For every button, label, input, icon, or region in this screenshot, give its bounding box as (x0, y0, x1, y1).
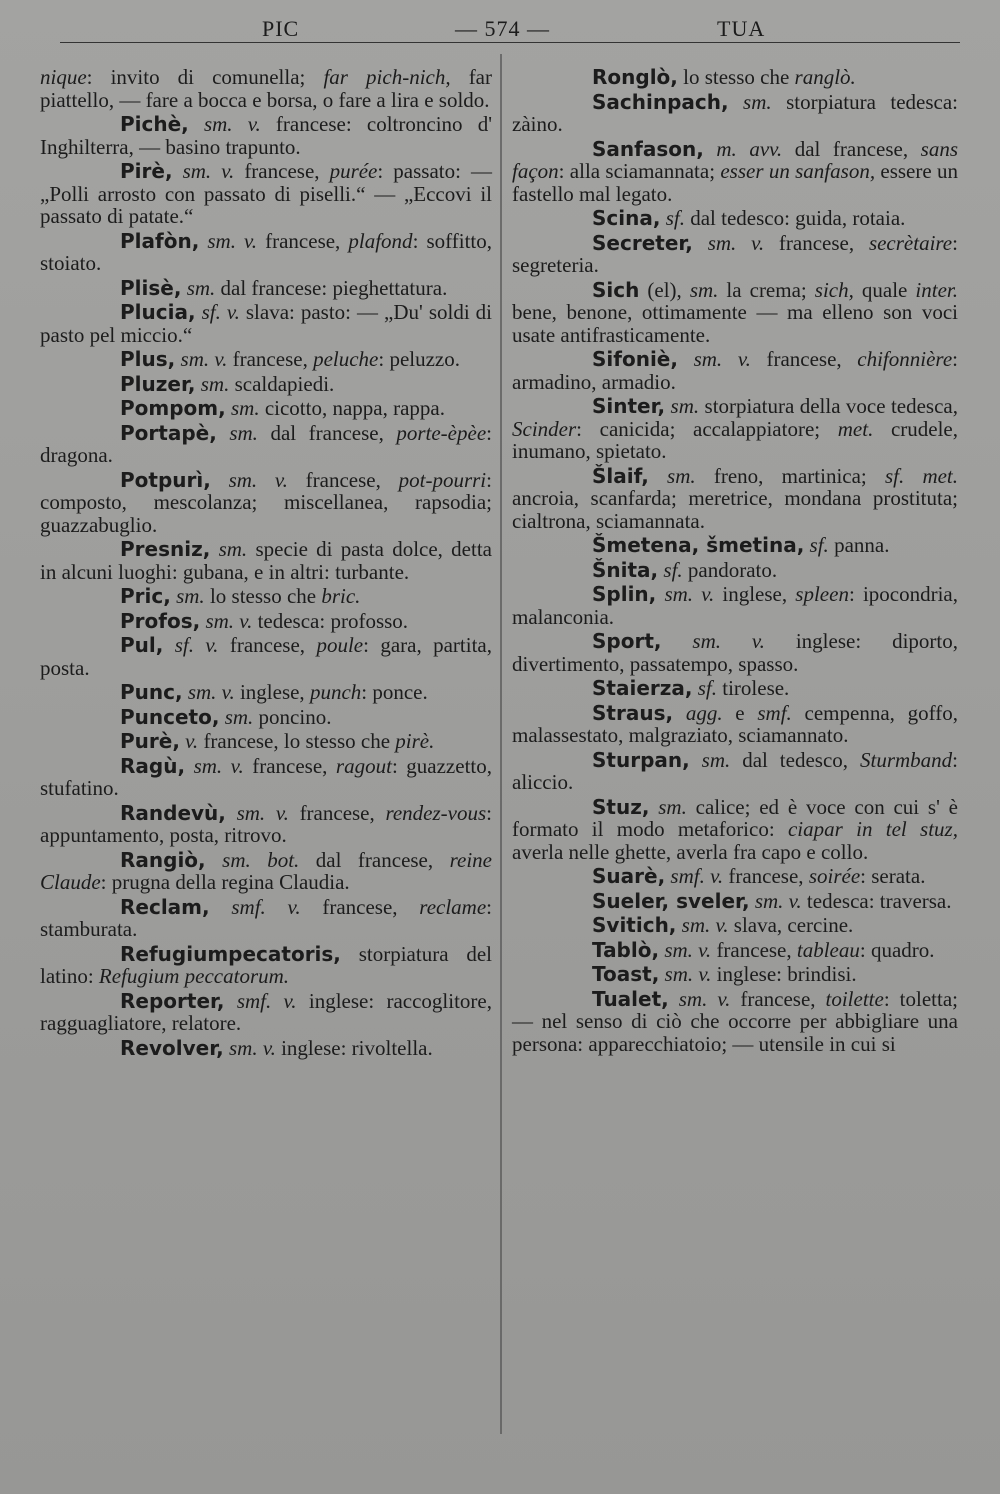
entry-italic-text: sm. v. (661, 629, 765, 653)
entry-headword: Pluzer, (120, 371, 196, 396)
dictionary-entry (40, 990, 492, 1035)
entry-italic-text: Sturmband (859, 747, 953, 772)
header-rule (60, 42, 960, 43)
entry-text: : serata. (860, 864, 926, 888)
right-column (512, 66, 958, 1057)
entry-text: bene, benone, ottimamente — ma elleno son voci usate antifrasticamente. (512, 300, 958, 347)
entry-italic-text: sm. v. (692, 230, 765, 255)
dictionary-entry (512, 534, 958, 557)
entry-italic-text: sm. v. (210, 467, 288, 492)
dictionary-entry (40, 706, 492, 729)
entry-italic-text: sf. (658, 557, 683, 582)
entry-text: lo stesso che (204, 584, 322, 608)
entry-italic-text: sm. v. (659, 962, 712, 986)
entry-italic-text: sm. v. (656, 582, 715, 606)
entry-headword: Plisè, (120, 275, 182, 300)
entry-italic-text: sm. v. (225, 800, 289, 825)
entry-text: specie di pasta dolce, detta in alcuni luoghi: gubana, e in altri: turbante. (40, 537, 492, 584)
entry-italic-text: sm. (216, 420, 258, 445)
entry-text: : quadro. (859, 937, 935, 962)
entry-text: francese, (234, 159, 330, 183)
dictionary-entry (40, 730, 492, 753)
entry-headword: Tualet, (592, 986, 669, 1011)
entry-italic-text: sm. (648, 463, 696, 488)
entry-text: francese, (218, 633, 317, 657)
entry-italic-text: soirée (808, 864, 861, 888)
entry-italic-text: sm. v. (185, 753, 244, 778)
entry-text: dal tedesco, (730, 747, 860, 772)
dictionary-entry (512, 583, 958, 628)
entry-text: : toletta; — nel senso di ciò che occorre per abbigliare una persona: apparecchiatoio; — utensile in cui si (512, 986, 958, 1056)
entry-italic-text: sm. v. (200, 608, 253, 633)
dictionary-entry (40, 538, 492, 583)
dictionary-entry (40, 469, 492, 537)
entry-headword: Sich (592, 277, 640, 302)
entry-text: slava, cercine. (728, 913, 854, 937)
entry-text: francese, (764, 230, 869, 255)
entry-italic-text: v. (179, 729, 199, 753)
entry-italic-text: sf. (660, 206, 685, 230)
entry-italic-text: sm. (210, 537, 248, 561)
entry-headword: Pompom, (120, 396, 226, 420)
entry-headword: Sachinpach, (592, 89, 729, 114)
entry-text: : prugna della regina Claudia. (100, 870, 350, 894)
entry-italic-text: sm. v. (659, 937, 712, 962)
entry-text: francese, (227, 347, 314, 371)
entry-text: storpiatura della voce tedesca, (699, 394, 958, 418)
entry-headword: Pichè, (120, 112, 189, 136)
entry-italic-text: sm. (689, 747, 731, 772)
dictionary-entry (40, 277, 492, 300)
entry-italic-text: far pich-nich, (323, 65, 451, 89)
dictionary-entry (512, 914, 958, 937)
dictionary-entry (512, 348, 958, 393)
entry-text: : appuntamento, posta, ritrovo. (40, 800, 492, 847)
entry-italic-text: reine Claude (40, 847, 492, 894)
entry-text: la crema; (718, 277, 815, 302)
entry-italic-text: sf. (804, 533, 829, 557)
dictionary-entry (40, 1037, 492, 1060)
entry-italic-text: sm. (689, 277, 719, 302)
page-number: — 574 — (455, 16, 550, 41)
dictionary-entry (512, 749, 958, 794)
dictionary-entry (40, 301, 492, 346)
entry-italic-text: sm. (170, 584, 205, 608)
entry-text: francese, (257, 228, 349, 253)
entry-headword: Pul, (120, 633, 164, 657)
entry-italic-text: smf. v. (665, 864, 724, 888)
entry-italic-text: inter. (915, 277, 958, 302)
entry-headword: Ragù, (120, 753, 186, 778)
entry-headword: Pirè, (120, 159, 173, 183)
entry-headword: Pric, (120, 584, 171, 608)
dictionary-entry (40, 943, 492, 988)
entry-text: : dragona. (40, 420, 492, 467)
entry-italic-text: sm. v. (668, 986, 731, 1011)
entry-text: pandorato. (682, 557, 778, 582)
entry-headword: Ronglò, (592, 65, 678, 89)
dictionary-entry (40, 802, 492, 847)
entry-text: ancroia, scanfarda; meretrice, mondana prostituta; cialtrona, sciamannata. (512, 486, 958, 533)
entry-text: dal francese: pieghettatura. (215, 275, 448, 300)
entry-italic-text: smf. v. (209, 894, 301, 919)
entry-italic-text: pot-pourri (398, 467, 487, 492)
dictionary-entry (40, 849, 492, 894)
entry-italic-text: sm. (728, 89, 772, 114)
entry-text: : guazzetto, stufatino. (40, 753, 492, 800)
entry-text: dal francese, (257, 420, 397, 445)
entry-italic-text: sm. (219, 704, 254, 729)
dictionary-entry (512, 890, 958, 913)
entry-text: francese, (243, 753, 336, 778)
entry-italic-text: sm. v. (175, 347, 228, 371)
page-header (0, 8, 1000, 44)
dictionary-entry (40, 755, 492, 800)
entry-italic-text: sm. v. (223, 1035, 276, 1060)
entry-text: crudele, inumano, spietato. (512, 416, 958, 463)
entry-text: inglese: diporto, divertimento, passatempo, spasso. (512, 629, 958, 676)
entry-headword: Toast, (592, 962, 660, 986)
entry-headword: Secreter, (592, 230, 693, 255)
entry-italic-text: sm. bot. (205, 847, 300, 872)
entry-italic-text: sm. v. (677, 347, 751, 371)
dictionary-entry (512, 796, 958, 864)
dictionary-entry (40, 66, 492, 111)
entry-italic-text: sm. (181, 275, 216, 300)
entry-text: dal francese, (299, 847, 450, 872)
entry-headword: Plus, (120, 347, 176, 371)
dictionary-entry (40, 585, 492, 608)
entry-italic-text: sm. v. (199, 228, 258, 253)
entry-italic-text: sich, (814, 277, 854, 302)
dictionary-entry (512, 963, 958, 986)
entry-italic-text: chifonnière (857, 347, 953, 371)
entry-italic-text: secrètaire (868, 230, 953, 255)
entry-text: tedesca: profosso. (252, 608, 409, 633)
entry-italic-text: sm. (665, 394, 700, 418)
entry-text: tedesca: traversa. (801, 888, 952, 913)
dictionary-entry (40, 373, 492, 396)
entry-italic-text: sf. met. (884, 463, 959, 488)
entry-headword: Purè, (120, 729, 180, 753)
entry-headword: Tablò, (592, 937, 660, 962)
entry-headword: Šmetena, šmetina, (592, 533, 805, 557)
dictionary-entry (512, 559, 958, 582)
entry-headword: Sinter, (592, 394, 666, 418)
entry-italic-text: poule (316, 633, 364, 657)
entry-headword: Šnita, (592, 557, 659, 582)
entry-headword: Svitich, (592, 913, 677, 937)
dictionary-entry (512, 395, 958, 463)
entry-headword: Presniz, (120, 537, 211, 561)
dictionary-entry (512, 865, 958, 888)
dictionary-entry (40, 113, 492, 158)
entry-headword: Splin, (592, 582, 657, 606)
entry-italic-text: spleen (795, 582, 849, 606)
entry-italic-text: porte-èpèe (396, 420, 487, 445)
entry-italic-text: sm. v. (172, 159, 235, 183)
entry-text: storpiatura del latino: (40, 941, 492, 988)
entry-italic-text: smf. (757, 700, 792, 725)
entry-italic-text: sf. v. (195, 300, 240, 324)
dictionary-entry (512, 232, 958, 277)
entry-italic-text: pirè. (395, 729, 435, 753)
entry-text: calice; ed è voce con cui s' è formato il modo metaforico: (512, 794, 958, 841)
header-right-guideword: TUA (717, 16, 766, 41)
entry-italic-text: sm. v. (749, 888, 802, 913)
entry-italic-text: Refugium peccatorum. (98, 964, 290, 988)
entry-text: : peluzzo. (378, 347, 461, 371)
entry-italic-text: plafond (348, 228, 413, 253)
entry-text: : gara, partita, posta. (40, 633, 492, 680)
entry-headword: Punc, (120, 680, 183, 704)
entry-text: : ponce. (361, 680, 428, 704)
entry-text: dal francese, (782, 136, 921, 161)
entry-text: tirolese. (717, 676, 790, 700)
dictionary-entry (512, 988, 958, 1056)
entry-headword: Sanfason, (592, 136, 704, 161)
entry-text: scaldapiedi. (229, 371, 335, 396)
entry-text: storpiatura tedesca: zàino. (512, 89, 958, 136)
dictionary-entry (40, 160, 492, 228)
entry-italic-text: sf. v. (163, 633, 219, 657)
dictionary-entry (40, 610, 492, 633)
entry-italic-text: esser un sanfason, (720, 159, 876, 183)
dictionary-entry (512, 465, 958, 533)
entry-italic-text: m. avv. (703, 136, 783, 161)
dictionary-entry (512, 677, 958, 700)
dictionary-entry (512, 939, 958, 962)
entry-text: inglese: brindisi. (711, 962, 857, 986)
entry-italic-text: agg. (673, 700, 723, 725)
dictionary-entry (512, 207, 958, 230)
dictionary-entry (512, 279, 958, 347)
entry-text: : composto, mescolanza; miscellanea, rapsodia; guazzabuglio. (40, 467, 492, 537)
entry-headword: Punceto, (120, 704, 220, 729)
entry-text: francese, (730, 986, 826, 1011)
entry-text: francese, (288, 800, 386, 825)
entry-text: : segreteria. (512, 230, 958, 277)
entry-italic-text: sm. v. (676, 913, 729, 937)
entry-headword: Revolver, (120, 1035, 224, 1060)
dictionary-entry (40, 348, 492, 371)
entry-italic-text: rendez-vous (385, 800, 487, 825)
entry-headword: Portapè, (120, 420, 217, 445)
dictionary-entry (40, 422, 492, 467)
entry-text: cempenna, goffo, malassestato, malgraziato, sciamannato. (512, 700, 958, 747)
entry-text: freno, martinica; (695, 463, 885, 488)
dictionary-entry (40, 397, 492, 420)
entry-italic-text: sm. v. (188, 112, 261, 136)
entry-text: averla nelle ghette, averla fra capo e collo. (512, 839, 869, 864)
entry-headword: Rangiò, (120, 847, 206, 872)
entry-text: : invito di comunella; (86, 65, 324, 89)
entry-text: inglese: rivoltella. (275, 1035, 433, 1060)
entry-text: (el), (639, 277, 690, 302)
entry-text: inglese, (714, 582, 796, 606)
dictionary-entry (512, 66, 958, 89)
entry-text: slava: pasto: — „Du' soldi di pasto pel miccio.“ (40, 300, 492, 347)
entry-italic-text: toilette (825, 986, 884, 1011)
entry-italic-text: sm. (649, 794, 687, 819)
entry-headword: Sturpan, (592, 747, 690, 772)
entry-italic-text: ciapar in tel stuz, (787, 817, 958, 841)
entry-italic-text: sf. (692, 676, 717, 700)
entry-headword: Stuz, (592, 794, 650, 819)
entry-headword: Šlaif, (592, 463, 649, 488)
dictionary-entry (512, 702, 958, 747)
entry-headword: Staierza, (592, 676, 693, 700)
entry-headword: Sport, (592, 629, 662, 653)
entry-headword: Refugiumpecatoris, (120, 941, 341, 966)
dictionary-entry (512, 138, 958, 206)
entry-italic-text: tableau (796, 937, 860, 962)
entry-headword: Sueler, sveler, (592, 888, 750, 913)
entry-italic-text: nique (40, 65, 87, 89)
entry-text: francese, lo stesso che (198, 729, 396, 753)
entry-text: panna. (828, 533, 890, 557)
entry-text: quale (853, 277, 916, 302)
dictionary-entry (40, 896, 492, 941)
entry-text: essere un fastello mal legato. (512, 159, 958, 206)
entry-text: poncino. (253, 704, 332, 729)
entry-text: : aliccio. (512, 747, 959, 794)
entry-text: : ipocondria, malanconia. (512, 582, 959, 629)
entry-headword: Scina, (592, 206, 661, 230)
entry-italic-text: sans façon (512, 136, 959, 183)
entry-italic-text: ranglò. (794, 65, 856, 89)
entry-italic-text: sm. v. (182, 680, 235, 704)
entry-italic-text: purée (329, 159, 378, 183)
entry-italic-text: bric. (321, 584, 361, 608)
entry-text: : canicida; accalappiatore; (576, 416, 838, 441)
entry-text: far piattello, — fare a bocca e borsa, o fare a lira e soldo. (40, 65, 492, 112)
entry-italic-text: Scinder (512, 416, 577, 441)
entry-text: lo stesso che (677, 65, 795, 89)
entry-italic-text: sm. (195, 371, 230, 396)
entry-text: inglese, (234, 680, 310, 704)
column-divider (500, 54, 502, 1434)
header-left-guideword: PIC (262, 16, 300, 41)
entry-headword: Straus, (592, 700, 674, 725)
entry-italic-text: reclame (419, 894, 487, 919)
dictionary-entry (512, 630, 958, 675)
entry-text: francese, (750, 347, 858, 371)
entry-text: dal tedesco: guida, rotaia. (684, 206, 906, 230)
entry-italic-text: peluche (313, 347, 379, 371)
entry-text: francese: coltroncino d' Inghilterra, — basino trapunto. (40, 112, 492, 159)
entry-headword: Plafòn, (120, 228, 200, 253)
dictionary-entry (40, 230, 492, 275)
entry-text: cicotto, nappa, rappa. (259, 396, 445, 420)
entry-text: francese, (300, 894, 420, 919)
entry-headword: Potpurì, (120, 467, 211, 492)
entry-headword: Profos, (120, 608, 201, 633)
dictionary-entry (512, 91, 958, 136)
dictionary-entry (40, 634, 492, 679)
entry-italic-text: ragout (335, 753, 392, 778)
entry-text: inglese: raccoglitore, ragguagliatore, relatore. (40, 988, 492, 1035)
dictionary-entry (40, 681, 492, 704)
entry-text: e (722, 700, 758, 725)
entry-text: : passato: — „Polli arrosto con passato di piselli.“ — „Eccovi il passato di patate.“ (40, 159, 492, 228)
entry-headword: Reporter, (120, 988, 225, 1013)
entry-headword: Randevù, (120, 800, 226, 825)
entry-text: francese, (723, 864, 809, 888)
entry-text: francese, (711, 937, 797, 962)
left-column (40, 66, 492, 1061)
entry-italic-text: smf. v. (224, 988, 297, 1013)
entry-text: : armadino, armadio. (512, 347, 958, 394)
entry-text: : stamburata. (40, 894, 492, 941)
entry-text: : soffitto, stoiato. (40, 228, 492, 275)
entry-headword: Plucia, (120, 300, 196, 324)
entry-italic-text: punch (309, 680, 362, 704)
entry-text: francese, (287, 467, 399, 492)
entry-text: : alla sciamannata; (558, 159, 721, 183)
entry-headword: Suarè, (592, 864, 666, 888)
entry-headword: Sifoniè, (592, 347, 678, 371)
entry-headword: Reclam, (120, 894, 210, 919)
entry-italic-text: sm. (225, 396, 260, 420)
entry-italic-text: met. (837, 416, 874, 441)
